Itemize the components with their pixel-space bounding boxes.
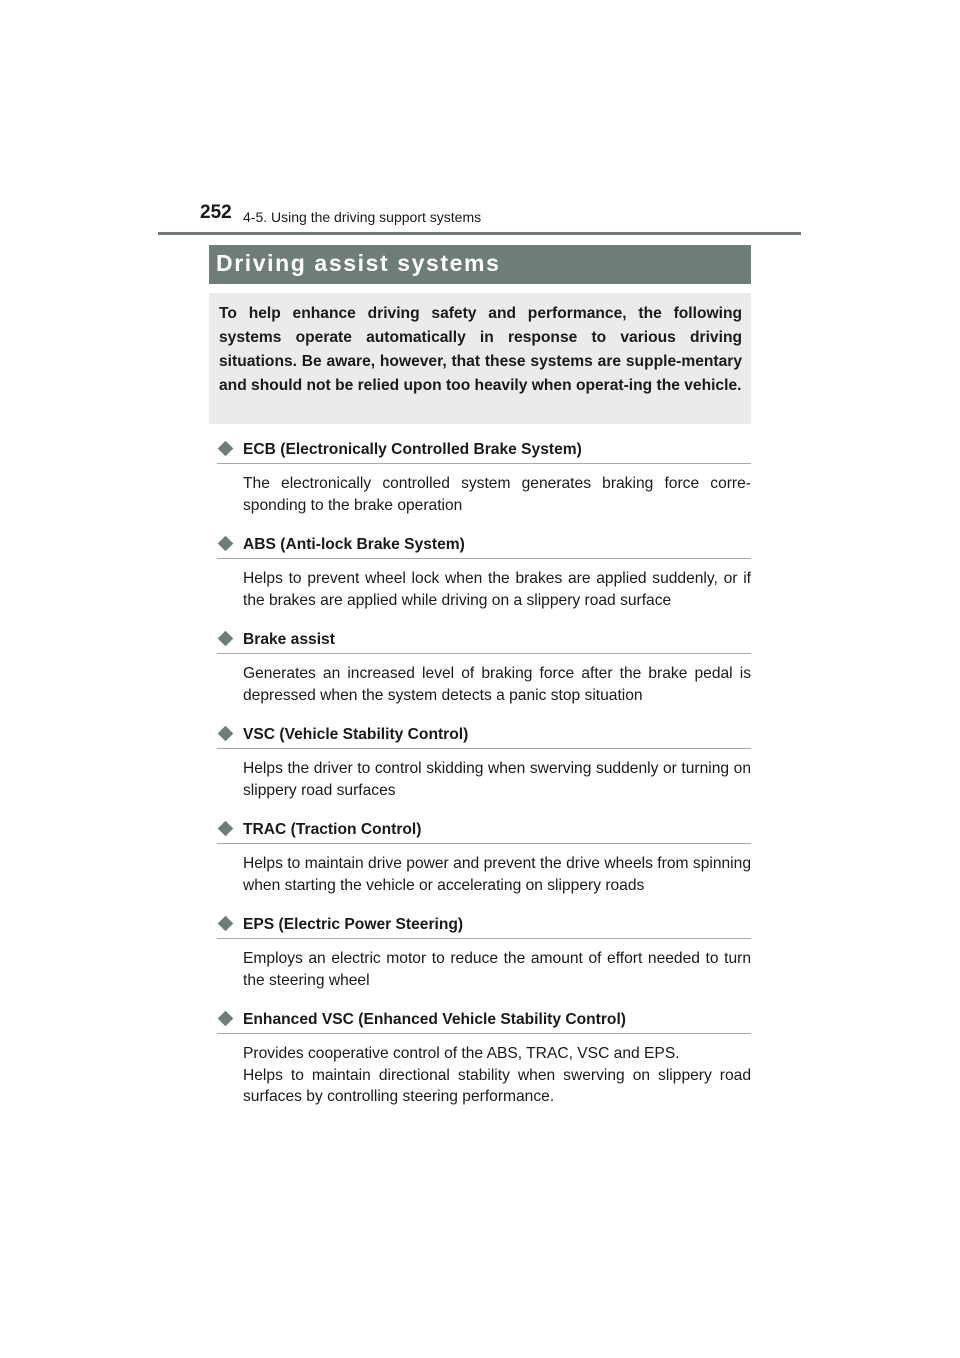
item-heading	[217, 1008, 751, 1034]
list-item	[217, 723, 751, 801]
diamond-bullet-icon	[218, 726, 234, 742]
item-heading	[217, 533, 751, 559]
list-item	[217, 438, 751, 516]
diamond-bullet-icon	[218, 536, 234, 552]
list-item	[217, 533, 751, 611]
diamond-bullet-icon	[218, 1011, 234, 1027]
item-heading	[217, 628, 751, 654]
item-title: Brake assist	[243, 631, 335, 648]
item-title: VSC (Vehicle Stability Control)	[243, 726, 469, 743]
item-heading	[217, 723, 751, 749]
list-item	[217, 1008, 751, 1108]
diamond-bullet-icon	[218, 821, 234, 837]
page-title: Driving assist systems	[216, 250, 501, 276]
item-description-line: Helps the driver to control skidding when swerving suddenly or turning on slippery road surfaces	[243, 760, 751, 799]
item-title: EPS (Electric Power Steering)	[243, 916, 464, 933]
item-description-line: The electronically controlled system generates braking force corre-sponding to the brake operation	[243, 475, 751, 514]
item-description	[243, 853, 751, 896]
item-heading	[217, 818, 751, 844]
list-item	[217, 913, 751, 991]
list-item	[217, 818, 751, 896]
item-description-line: Helps to maintain directional stability when swerving on slippery road surfaces by controlling steering performance.	[243, 1066, 751, 1105]
system-list	[217, 438, 751, 1108]
item-description	[243, 948, 751, 991]
item-description-line: Employs an electric motor to reduce the amount of effort needed to turn the steering wheel	[243, 950, 751, 989]
item-description	[243, 758, 751, 801]
item-description-line: Generates an increased level of braking force after the brake pedal is depressed when the system detects a panic stop situation	[243, 665, 751, 704]
header-rule	[158, 232, 801, 235]
item-title: Enhanced VSC (Enhanced Vehicle Stability Control)	[243, 1011, 626, 1028]
item-description	[243, 1043, 751, 1108]
item-description	[243, 473, 751, 516]
diamond-bullet-icon	[218, 441, 234, 457]
list-item	[217, 628, 751, 706]
page-number: 252	[200, 202, 232, 223]
item-title: ABS (Anti-lock Brake System)	[243, 536, 465, 553]
section-label: 4-5. Using the driving support systems	[243, 209, 482, 225]
intro-box	[209, 293, 751, 424]
item-description	[243, 568, 751, 611]
item-title: TRAC (Traction Control)	[243, 821, 422, 838]
title-band	[209, 245, 751, 284]
diamond-bullet-icon	[218, 916, 234, 932]
item-description	[243, 663, 751, 706]
item-title: ECB (Electronically Controlled Brake System)	[243, 441, 582, 458]
item-description-line: Helps to maintain drive power and prevent the drive wheels from spinning when starting the vehicle or accelerating on slippery roads	[243, 855, 751, 894]
item-description-line: Helps to prevent wheel lock when the brakes are applied suddenly, or if the brakes are applied while driving on a slippery road surface	[243, 570, 751, 609]
intro-text: To help enhance driving safety and performance, the following systems operate automatically in response to various driving situations. Be aware, however, that these systems are supple-mentary and should not be relied upon too heavily when operat-ing the vehicle.	[219, 305, 742, 394]
item-heading	[217, 438, 751, 464]
item-heading	[217, 913, 751, 939]
item-description-line: Provides cooperative control of the ABS, TRAC, VSC and EPS.	[243, 1045, 680, 1062]
diamond-bullet-icon	[218, 631, 234, 647]
